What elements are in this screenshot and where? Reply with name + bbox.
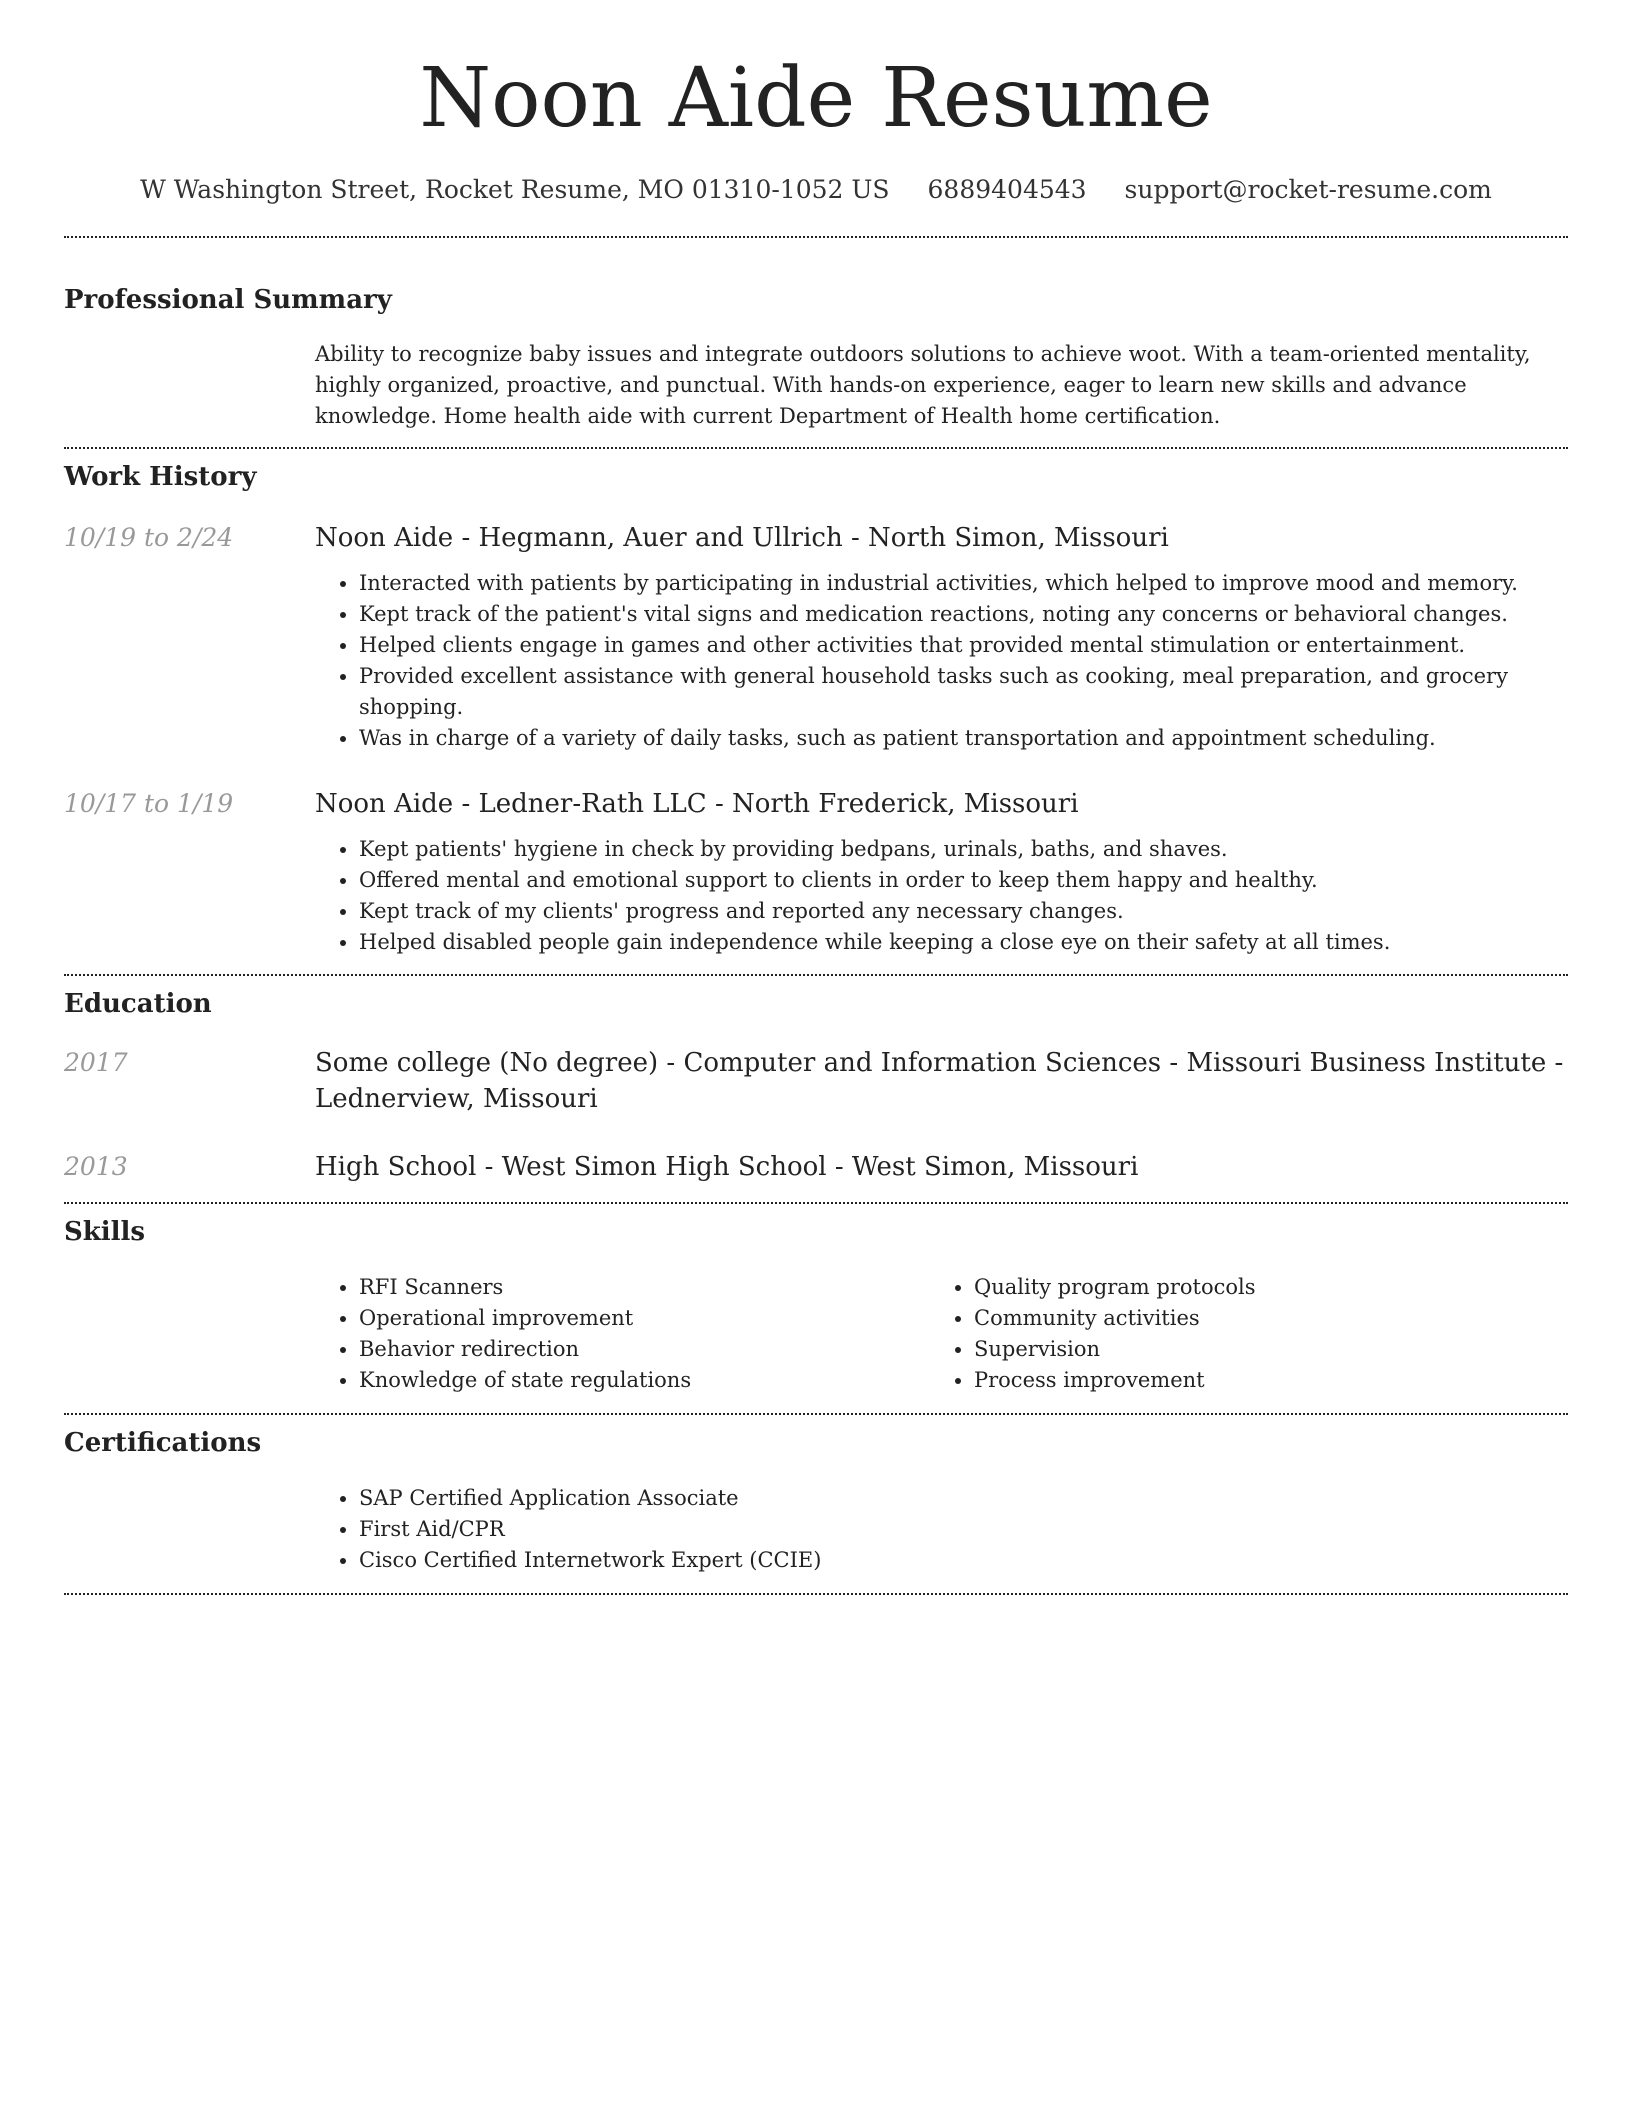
email-text: support@rocket-resume.com (1124, 175, 1492, 204)
education-entry (64, 1149, 1568, 1185)
list-item: • Quality program protocols (974, 1272, 1545, 1303)
list-item: • Process improvement (974, 1365, 1545, 1396)
divider (64, 447, 1568, 449)
address-text: W Washington Street, Rocket Resume, MO 01310-1052 US (140, 175, 890, 204)
skills-list-left (315, 1272, 930, 1396)
job-bullets (315, 834, 1568, 958)
education-degree: High School (315, 1152, 477, 1182)
list-item: • Behavior redirection (359, 1334, 930, 1365)
list-item: • Supervision (974, 1334, 1545, 1365)
resume-name: Noon Aide Resume (419, 51, 1213, 146)
job-dates: 10/19 to 2/24 (64, 523, 234, 552)
job-entry (64, 786, 1568, 958)
education-entry (64, 1045, 1568, 1117)
certifications-list (315, 1483, 1568, 1576)
summary-section (64, 284, 1568, 432)
list-item: • Helped disabled people gain independence while keeping a close eye on their safety at all times. (359, 927, 1568, 958)
education-section (64, 988, 1568, 1185)
job-heading: Noon Aide - Hegmann, Auer and Ullrich - North Simon, Missouri (315, 523, 1169, 553)
divider (64, 1593, 1568, 1595)
job-entry (64, 520, 1568, 754)
summary-heading: Professional Summary (64, 285, 392, 315)
list-item: • Offered mental and emotional support to clients in order to keep them happy and healthy. (359, 865, 1568, 896)
job-heading: Noon Aide - Ledner-Rath LLC - North Frederick, Missouri (315, 789, 1079, 819)
list-item: • Operational improvement (359, 1303, 930, 1334)
skills-section (64, 1216, 1568, 1396)
certifications-section (64, 1427, 1568, 1576)
resume-page (64, 0, 1568, 1595)
list-item: • Provided excellent assistance with general household tasks such as cooking, meal preparation, and grocery shopping. (359, 661, 1568, 723)
education-details: - West Simon High School - West Simon, Missouri (476, 1152, 1139, 1182)
list-item: • RFI Scanners (359, 1272, 930, 1303)
education-degree: Some college (No degree) (315, 1048, 659, 1078)
certifications-heading: Certifications (64, 1428, 262, 1458)
skills-list-right (930, 1272, 1545, 1396)
skills-heading: Skills (64, 1217, 146, 1247)
list-item: • Knowledge of state regulations (359, 1365, 930, 1396)
list-item: • Helped clients engage in games and other activities that provided mental stimulation or entertainment. (359, 630, 1568, 661)
list-item: • Was in charge of a variety of daily tasks, such as patient transportation and appointment scheduling. (359, 723, 1568, 754)
divider (64, 1413, 1568, 1415)
phone-text: 6889404543 (927, 175, 1087, 204)
education-year: 2013 (64, 1152, 128, 1181)
education-heading: Education (64, 989, 212, 1019)
list-item: • SAP Certified Application Associate (359, 1483, 1568, 1514)
divider (64, 974, 1568, 976)
list-item: • Kept track of the patient's vital signs and medication reactions, noting any concerns or behavioral changes. (359, 599, 1568, 630)
list-item: • Kept patients' hygiene in check by providing bedpans, urinals, baths, and shaves. (359, 834, 1568, 865)
divider (64, 236, 1568, 238)
contact-line (64, 170, 1568, 210)
list-item: • Community activities (974, 1303, 1545, 1334)
divider (64, 1202, 1568, 1204)
list-item: • First Aid/CPR (359, 1514, 1568, 1545)
list-item: • Cisco Certified Internetwork Expert (CCIE) (359, 1545, 1568, 1576)
summary-text: Ability to recognize baby issues and integrate outdoors solutions to achieve woot. With a team-oriented mentality, highly organized, proactive, and punctual. With hands-on experience, eager to learn new skills and advance knowledge. Home health aide with current Department of Health home certification. (315, 342, 1531, 428)
list-item: • Kept track of my clients' progress and reported any necessary changes. (359, 896, 1568, 927)
list-item: • Interacted with patients by participating in industrial activities, which helped to improve mood and memory. (359, 568, 1568, 599)
work-section (64, 461, 1568, 958)
job-bullets (315, 568, 1568, 754)
job-dates: 10/17 to 1/19 (64, 789, 234, 818)
education-details: - Computer and Information Sciences - Missouri Business Institute - Lednerview, Missouri (315, 1048, 1564, 1114)
work-heading: Work History (64, 462, 257, 492)
education-year: 2017 (64, 1048, 128, 1077)
